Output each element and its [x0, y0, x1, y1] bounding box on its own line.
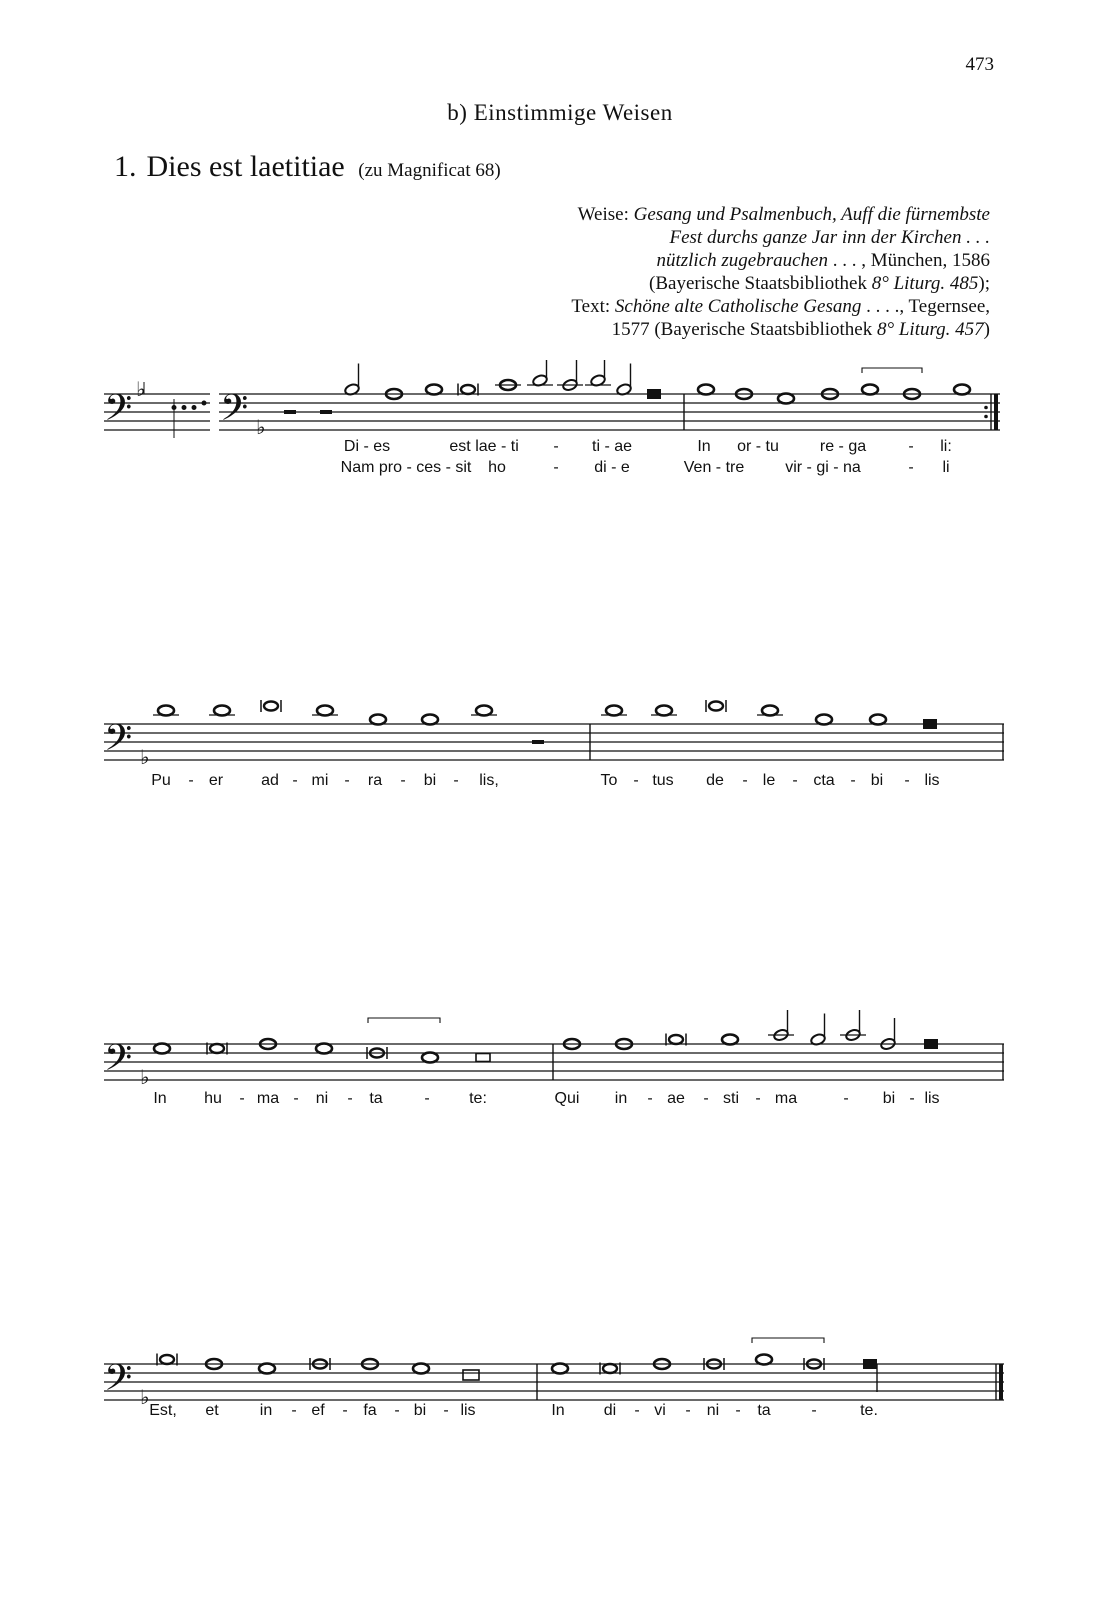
lyric-syllable: -	[742, 772, 748, 789]
lyric-syllable: -	[291, 1402, 297, 1419]
lyric-syllable: -	[553, 459, 559, 476]
lyric-syllable: Pu	[151, 772, 171, 789]
lyric-syllable: lis,	[479, 772, 499, 789]
breve-note	[706, 700, 726, 712]
lyric-syllable: -	[400, 772, 406, 789]
lyric-syllable: hu	[204, 1090, 222, 1107]
breve-rest-icon	[463, 1370, 479, 1380]
lyric-syllable: In	[697, 438, 711, 455]
lyric-syllable: ti - ae	[591, 438, 633, 455]
lyric-syllable: Qui	[554, 1090, 580, 1107]
lyric-syllable: ad	[261, 772, 279, 789]
final-bar	[999, 1364, 1003, 1400]
lyric-syllable: -	[424, 1090, 430, 1107]
whole-note	[756, 1355, 772, 1365]
lyric-syllable: bi	[413, 1402, 427, 1419]
lyric-syllable: ra	[367, 772, 383, 789]
lyric-syllable: te.	[860, 1402, 878, 1419]
flat-sign-icon: ♭	[140, 1065, 150, 1089]
lyric-syllable: lae - ti	[475, 438, 519, 455]
final-note	[863, 1359, 877, 1369]
incipit-note	[202, 401, 207, 406]
page-number: 473	[965, 54, 994, 75]
flat-sign-icon: ♭	[140, 745, 150, 769]
lyric-syllable: -	[342, 1402, 348, 1419]
weise-shelf: 8° Liturg. 485	[871, 273, 979, 294]
lyric-syllable: -	[292, 772, 298, 789]
lyric-syllable: -	[633, 772, 639, 789]
lyric-syllable: est	[449, 438, 471, 455]
whole-note	[422, 1053, 438, 1063]
lyric-syllable: Est,	[149, 1402, 177, 1419]
weise-title-3: nützlich zugebrauchen	[656, 250, 828, 271]
ligature-bracket	[862, 368, 922, 373]
whole-note	[870, 715, 886, 725]
whole-note	[816, 715, 832, 725]
lyric-syllable: bi	[423, 772, 437, 789]
weise-title-1: Gesang und Psalmenbuch, Auff die fürnembste	[633, 204, 990, 225]
lyric-syllable: ef	[311, 1402, 325, 1419]
final-note	[923, 719, 937, 729]
lyric-syllable: ae	[667, 1090, 685, 1107]
song-title-text: Dies est laetitiae	[146, 150, 345, 183]
lyric-syllable: -	[908, 438, 914, 455]
whole-note	[476, 706, 492, 716]
ligature-bracket	[752, 1338, 824, 1343]
lyric-syllable: -	[394, 1402, 400, 1419]
lyric-syllable: bi	[870, 772, 884, 789]
lyric-syllable: -	[634, 1402, 640, 1419]
whole-note	[422, 715, 438, 725]
lyric-syllable: vir - gi - na	[785, 459, 861, 476]
source-line-6	[370, 318, 990, 341]
source-line-3	[370, 249, 990, 272]
whole-note	[370, 715, 386, 725]
incipit-note	[182, 405, 187, 410]
whole-note	[862, 385, 878, 395]
lyric-syllable: te:	[469, 1090, 487, 1107]
lyric-syllable: fa	[363, 1402, 377, 1419]
final-note	[647, 389, 661, 399]
lyric-syllable: -	[908, 459, 914, 476]
weise-place: . . . , München, 1586	[827, 250, 990, 271]
lyric-syllable: vi	[654, 1402, 666, 1419]
whole-note	[656, 706, 672, 716]
lyric-syllable: in	[614, 1090, 628, 1107]
lyric-syllable: or - tu	[737, 438, 779, 455]
lyric-syllable: -	[347, 1090, 353, 1107]
lyric-syllable: di	[603, 1402, 617, 1419]
lyric-syllable: ma	[774, 1090, 798, 1107]
bass-clef-icon: 𝄢	[104, 1357, 133, 1408]
lyric-syllable: ho	[488, 459, 506, 476]
lyric-syllable: er	[208, 772, 224, 789]
lyric-syllable: mi	[311, 772, 329, 789]
lyric-syllable: -	[904, 772, 910, 789]
text-end: )	[983, 319, 990, 340]
lyric-syllable: -	[685, 1402, 691, 1419]
lyric-syllable: in	[259, 1402, 273, 1419]
lyric-syllable: Di - es	[343, 438, 391, 455]
lyric-syllable: -	[843, 1090, 849, 1107]
lyric-syllable: ma	[256, 1090, 280, 1107]
bass-clef-icon: 𝄢	[104, 387, 133, 438]
lyric-syllable: ta	[757, 1402, 771, 1419]
weise-title-2: Fest durchs ganze Jar inn der Kirchen . . .	[669, 227, 990, 248]
source-line-2	[370, 226, 990, 249]
lyric-syllable: -	[735, 1402, 741, 1419]
lyric-syllable: ni	[706, 1402, 720, 1419]
song-number: 1.	[114, 150, 137, 183]
half-rest-icon	[532, 740, 544, 744]
breve-rest-icon	[476, 1054, 490, 1062]
staff-svg	[0, 360, 1120, 450]
text-title: Schöne alte Catholische Gesang	[614, 296, 862, 317]
weise-label: Weise:	[577, 204, 629, 225]
lyric-syllable: et	[205, 1402, 219, 1419]
lyric-syllable: lis	[924, 1090, 940, 1107]
lyric-syllable: ni	[315, 1090, 329, 1107]
whole-note	[214, 706, 230, 716]
text-lib: 1577 (Bayerische Staatsbibliothek	[611, 319, 877, 340]
weise-end: );	[978, 273, 990, 294]
text-place: . . . ., Tegernsee,	[861, 296, 990, 317]
final-bar	[994, 394, 998, 430]
lyric-syllable: In	[153, 1090, 167, 1107]
lyric-syllable: -	[703, 1090, 709, 1107]
source-line-5	[370, 295, 990, 318]
text-label: Text:	[571, 296, 611, 317]
lyric-syllable: Ven - tre	[683, 459, 745, 476]
lyric-syllable: Nam pro - ces - sit	[340, 459, 472, 476]
whole-note	[413, 1364, 429, 1374]
staff-svg	[0, 690, 1120, 770]
lyric-syllable: cta	[813, 772, 835, 789]
lyric-syllable: In	[551, 1402, 565, 1419]
bass-clef-icon: 𝄢	[220, 387, 249, 438]
half-rest-icon	[320, 410, 332, 414]
source-line-1	[370, 203, 990, 226]
lyric-syllable: -	[811, 1402, 817, 1419]
lyric-syllable: -	[647, 1090, 653, 1107]
repeat-dot	[984, 406, 988, 410]
repeat-dot	[984, 415, 988, 419]
ligature-bracket	[368, 1018, 440, 1023]
whole-note	[259, 1364, 275, 1374]
bass-clef-icon: 𝄢	[104, 1037, 133, 1088]
lyric-syllable: -	[293, 1090, 299, 1107]
staff-svg	[0, 1010, 1120, 1090]
lyric-syllable: -	[188, 772, 194, 789]
lyric-syllable: li:	[940, 438, 952, 455]
staff-svg	[0, 1330, 1120, 1410]
source-block	[370, 203, 990, 341]
lyric-syllable: -	[443, 1402, 449, 1419]
lyric-syllable: -	[453, 772, 459, 789]
whole-note	[426, 385, 442, 395]
whole-note	[606, 706, 622, 716]
whole-note	[316, 1044, 332, 1054]
lyric-syllable: sti	[723, 1090, 739, 1107]
whole-note	[158, 706, 174, 716]
final-note	[924, 1039, 938, 1049]
lyric-syllable: -	[344, 772, 350, 789]
lyric-syllable: tus	[652, 772, 674, 789]
lyric-syllable: le	[762, 772, 776, 789]
whole-note	[954, 385, 970, 395]
text-shelf: 8° Liturg. 457	[877, 319, 984, 340]
lyric-syllable: To	[600, 772, 618, 789]
flat-sign-icon: ♭	[140, 1385, 150, 1409]
lyric-syllable: -	[909, 1090, 915, 1107]
lyric-syllable: -	[239, 1090, 245, 1107]
section-heading: b) Einstimmige Weisen	[447, 100, 673, 125]
lyric-syllable: -	[850, 772, 856, 789]
lyric-syllable: bi	[882, 1090, 896, 1107]
flat-sign-icon: ♭	[256, 415, 266, 439]
lyric-syllable: re - ga	[819, 438, 867, 455]
whole-note	[722, 1035, 738, 1045]
whole-note	[317, 706, 333, 716]
whole-note	[154, 1044, 170, 1054]
whole-note	[778, 394, 794, 404]
song-subtitle: (zu Magnificat 68)	[358, 160, 501, 181]
whole-note	[762, 706, 778, 716]
lyric-syllable: de	[706, 772, 724, 789]
incipit-note	[192, 405, 197, 410]
whole-note	[552, 1364, 568, 1374]
lyric-syllable: lis	[924, 772, 940, 789]
lyric-syllable: -	[755, 1090, 761, 1107]
whole-note	[698, 385, 714, 395]
breve-note	[261, 700, 281, 712]
lyric-syllable: ta	[369, 1090, 383, 1107]
half-rest-icon	[284, 410, 296, 414]
lyric-syllable: lis	[460, 1402, 476, 1419]
source-line-4	[370, 272, 990, 295]
lyric-syllable: -	[792, 772, 798, 789]
flat-sign-icon: ♭	[136, 377, 146, 401]
lyric-syllable: -	[553, 438, 559, 455]
bass-clef-icon: 𝄢	[104, 717, 133, 768]
weise-lib: (Bayerische Staatsbibliothek	[649, 273, 872, 294]
lyric-syllable: li	[942, 459, 950, 476]
lyric-syllable: di - e	[594, 459, 630, 476]
song-title	[114, 150, 501, 184]
